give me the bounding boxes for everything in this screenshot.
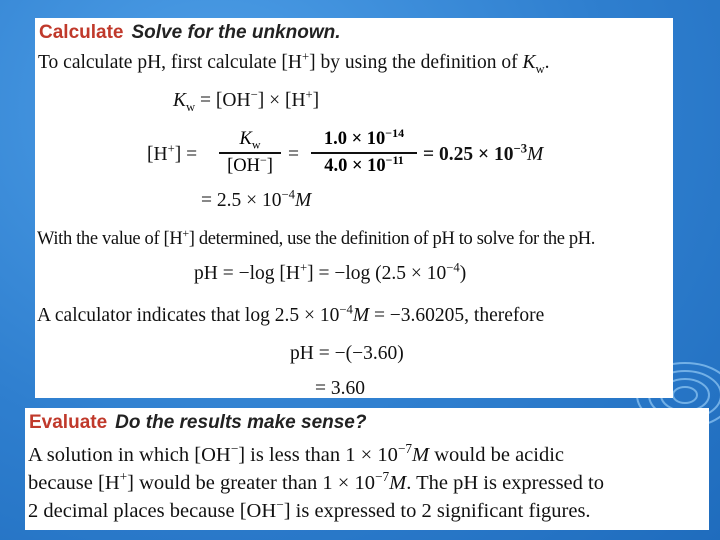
calculator-line: A calculator indicates that $\log 2.5 \times 10^{-4}M = -3.60205$, therefore [37,302,545,326]
calculate-intro-line: To calculate pH, first calculate [H+] by using the definition of $K_w$. [38,49,550,76]
evaluate-question: Do the results make sense? [115,412,367,433]
h-equation-lhs: [H+] = [147,141,198,165]
evaluate-keyword: Evaluate [29,412,108,433]
ph-negation-line: pH = −(−3.60) [290,343,404,364]
evaluate-heading [29,412,366,434]
ph-log-equation: pH = −log [H+] = −log $(2.5 \times 10^{-4})$ [194,260,467,284]
calculate-panel [35,18,673,398]
h-concentration-result: = $2.5 \times 10^{-4}M$ [201,187,312,211]
kw-definition-equation: $K_w = [OH^-] \times [H^+]$ [173,87,320,114]
numeric-fraction: $1.0 \times 10^{-14}$ $4.0 \times 10^{-11}$ [311,129,417,177]
evaluate-line-2: because [H+] would be greater than $1 \times 10^{-7}M$. The pH is expressed to [28,469,604,494]
h-equation-equals: = [288,144,299,165]
calculate-keyword: Calculate [39,22,124,43]
evaluate-line-3: 2 decimal places because [OH−] is expressed to 2 significant figures. [28,497,591,522]
with-value-line: With the value of [H+] determined, use the definition of pH to solve for the pH. [37,225,596,249]
h-equation-result: = $0.25 \times 10^{-3}M$ [423,141,544,165]
calculate-question: Solve for the unknown. [131,22,341,43]
kw-over-oh-fraction: $K_w$ [OH−] [219,129,281,177]
evaluate-panel [25,408,709,530]
evaluate-line-1: A solution in which [OH−] is less than $1 \times 10^{-7}M$ would be acidic [28,441,565,466]
ph-final-value: = 3.60 [315,378,365,399]
calculate-heading [39,22,341,44]
